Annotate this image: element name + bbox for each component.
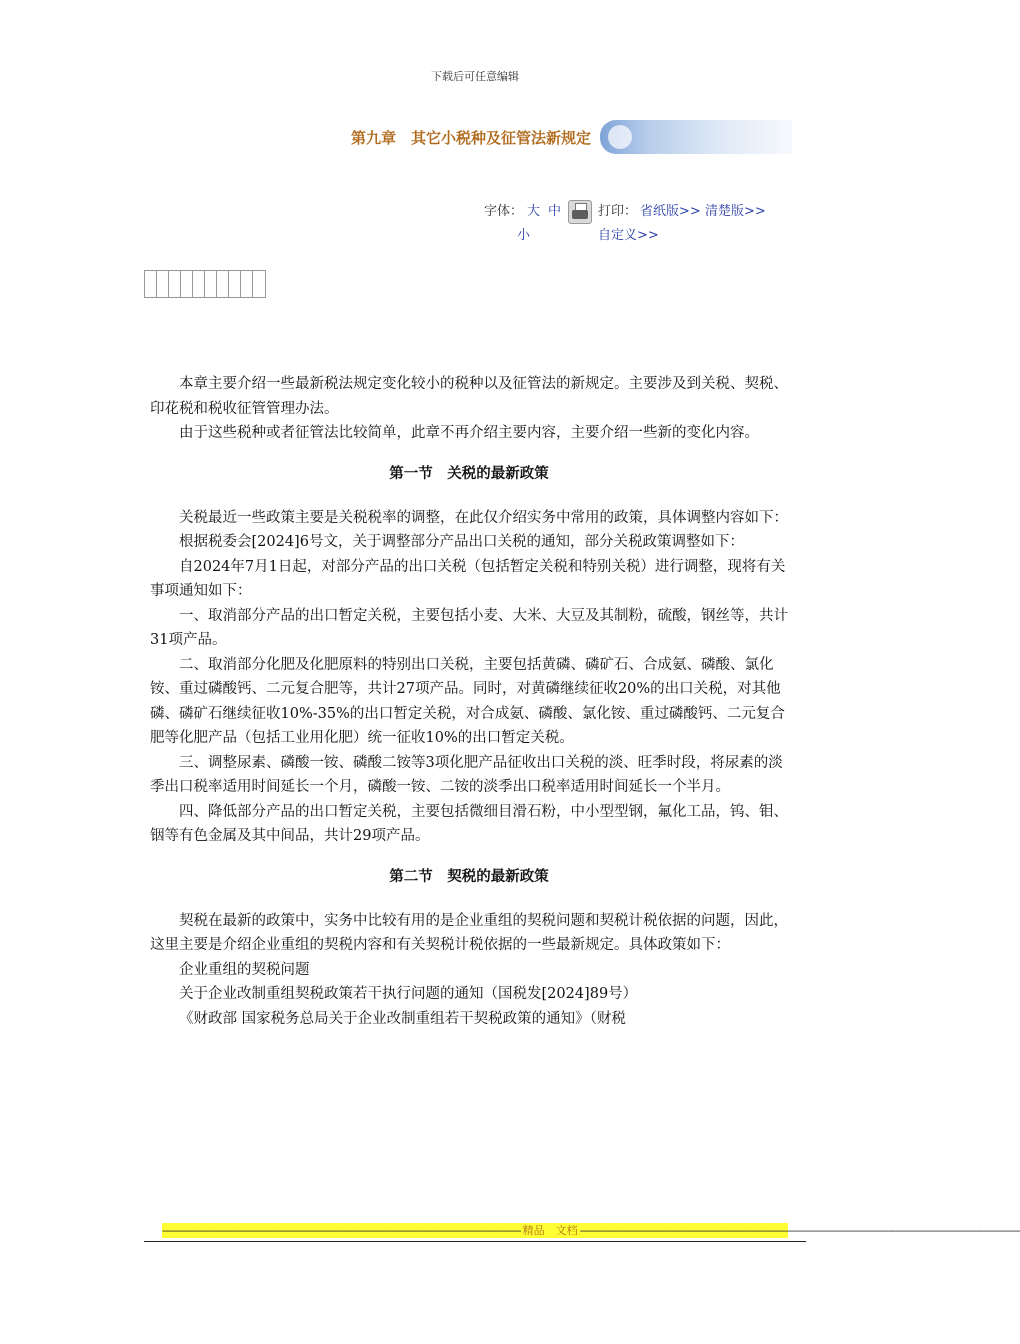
font-size-large-link[interactable]: 大 <box>527 204 541 219</box>
intro-paragraph: 本章主要介绍一些最新税法规定变化较小的税种以及征管法的新规定。主要涉及到关税、契税、印花税和税收征管管理办法。 <box>150 376 788 417</box>
print-label: 打印： <box>598 204 638 219</box>
body-paragraph: 根据税委会[2024]6号文，关于调整部分产品出口关税的通知，部分关税政策调整如下： <box>179 534 744 550</box>
body-paragraph: 《财政部 国家税务总局关于企业改制重组若干契税政策的通知》（财税 <box>179 1010 626 1027</box>
font-size-small-link[interactable]: 小 <box>517 228 531 243</box>
body-paragraph: 一、取消部分产品的出口暂定关税，主要包括小麦、大米、大豆及其制粉，硫酸，钢丝等，共计31项产品。 <box>150 607 788 648</box>
intro-paragraph: 由于这些税种或者征管法比较简单，此章不再介绍主要内容，主要介绍一些新的变化内容。 <box>179 425 759 441</box>
font-size-medium-link[interactable]: 中 <box>548 204 562 219</box>
print-custom-link[interactable]: 自定义>> <box>598 228 659 243</box>
chapter-title: 第九章 其它小税种及征管法新规定 <box>350 129 591 147</box>
body-paragraph: 二、取消部分化肥及化肥原料的特别出口关税，主要包括黄磷、磷矿石、合成氨、磷酸、氯化铵、重过磷酸钙、二元复合肥等，共计27项产品。同时，对黄磷继续征收20%的出口关税，对其他磷、磷矿石继续征收10%-35%的出口暂定关税，对合成氨、磷酸、氯化铵、重过磷酸钙、二元复合肥等化肥产品（包括工业用化肥）统一征收10%的出口暂定关税。 <box>150 656 785 746</box>
footer-rule <box>144 1241 806 1242</box>
body-paragraph: 关于企业改制重组契税政策若干执行问题的通知（国税发[2024]89号） <box>179 986 638 1002</box>
print-clear-link[interactable]: 清楚版>> <box>705 204 766 219</box>
section-heading: 第一节 关税的最新政策 <box>389 465 549 482</box>
print-saving-link[interactable]: 省纸版>> <box>640 204 701 219</box>
body-paragraph: 契税在最新的政策中，实务中比较有用的是企业重组的契税问题和契税计税依据的问题，因此，这里主要是介绍企业重组的契税内容和有关契税计税依据的一些最新规定。具体政策如下： <box>150 912 788 953</box>
font-size-label: 字体： <box>484 204 524 219</box>
body-paragraph: 企业重组的契税问题 <box>179 961 310 978</box>
title-banner-decoration <box>600 120 792 154</box>
placeholder-box-row <box>144 270 266 298</box>
body-paragraph: 自2024年7月1日起，对部分产品的出口关税（包括暂定关税和特别关税）进行调整，现将有关事项通知如下： <box>150 558 786 599</box>
body-paragraph: 三、调整尿素、磷酸一铵、磷酸二铵等3项化肥产品征收出口关税的淡、旺季时段，将尿素的淡季出口税率适用时间延长一个月，磷酸一铵、二铵的淡季出口税率适用时间延长一个半月。 <box>150 754 783 795</box>
footer-label: 精品 文档 <box>522 1224 578 1237</box>
body-paragraph: 四、降低部分产品的出口暂定关税，主要包括微细目滑石粉，中小型型钢，氟化工品，钨、钼、铟等有色金属及其中间品，共计29项产品。 <box>150 803 788 844</box>
printer-icon[interactable] <box>568 200 592 224</box>
body-paragraph: 关税最近一些政策主要是关税税率的调整，在此仅介绍实务中常用的政策，具体调整内容如下： <box>179 509 788 526</box>
document-body <box>150 372 788 1031</box>
footer-band: ------------------------------------------------------------------------------------------------------------------------------------ 精品 文档 ------------------------------------------------------------------------------------------------------------------------------------------------------------------ <box>162 1224 1020 1237</box>
header-note: 下载后可任意编辑 <box>431 70 519 83</box>
section-heading: 第二节 契税的最新政策 <box>389 868 549 885</box>
